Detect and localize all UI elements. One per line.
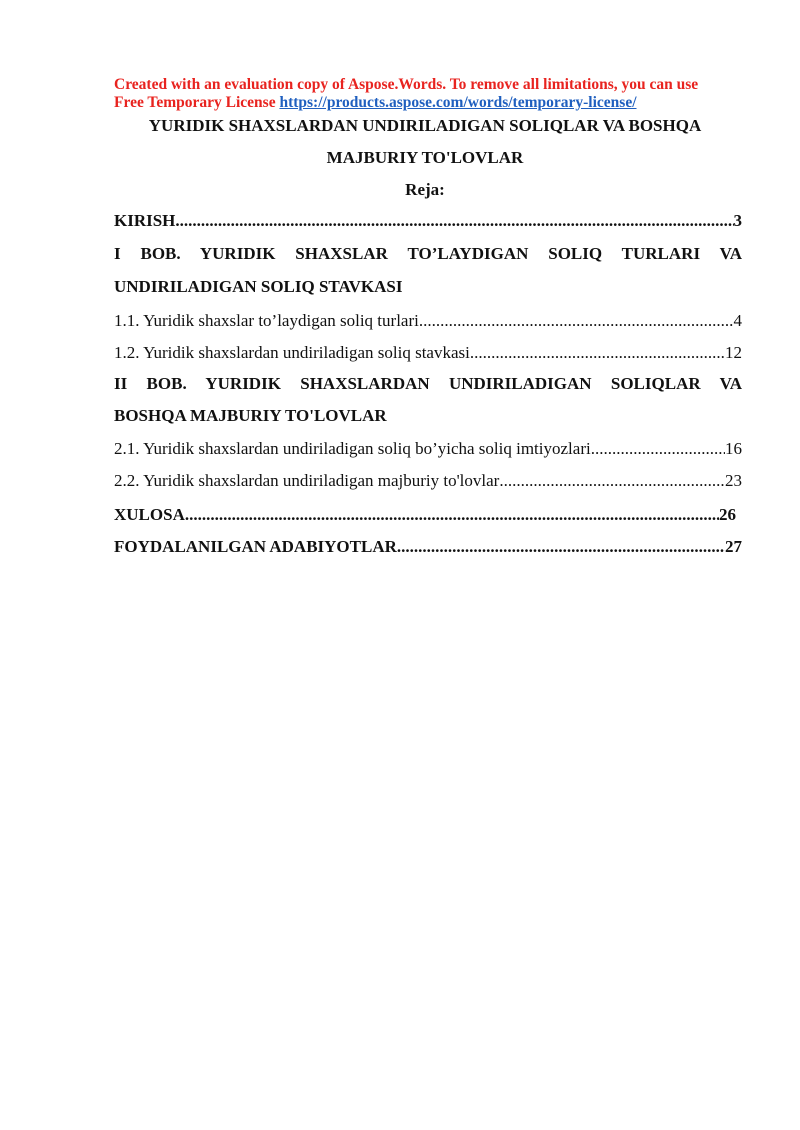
toc-leader-dots	[499, 471, 725, 491]
toc-page-number: 27	[725, 537, 742, 556]
toc-chapter-2-line-2[interactable]: BOSHQA MAJBURIY TO'LOVLAR	[114, 406, 387, 425]
document-title-line-2: MAJBURIY TO'LOVLAR	[326, 148, 524, 167]
toc-entry-label: 2.2. Yuridik shaxslardan undiriladigan majburiy to'lovlar	[114, 471, 500, 490]
toc-chapter-2-line-1[interactable]: II BOB. YURIDIK SHAXSLARDAN UNDIRILADIGAN SOLIQLAR VA	[114, 374, 742, 393]
evaluation-notice	[114, 76, 754, 112]
toc-chapter-1-line-1[interactable]: I BOB. YURIDIK SHAXSLAR TO’LAYDIGAN SOLIQ TURLARI VA	[114, 244, 742, 263]
toc-chapter-1-line-2[interactable]: UNDIRILADIGAN SOLIQ STAVKASI	[114, 277, 403, 296]
toc-entry-label: 1.1. Yuridik shaxslar to’laydigan soliq turlari	[114, 311, 419, 330]
toc-entry-label: XULOSA	[114, 505, 185, 524]
toc-entry-kirish[interactable]	[114, 211, 742, 231]
toc-page-number: 4	[733, 311, 742, 330]
toc-leader-dots	[591, 439, 725, 459]
plan-heading: Reja:	[405, 180, 445, 199]
toc-leader-dots	[175, 211, 733, 231]
toc-entry-2-1[interactable]	[114, 439, 742, 459]
document-title-line-1: YURIDIK SHAXSLARDAN UNDIRILADIGAN SOLIQLAR VA BOSHQA	[148, 116, 702, 135]
toc-page-number: 16	[725, 439, 742, 458]
toc-leader-dots	[397, 537, 725, 557]
toc-entry-label: FOYDALANILGAN ADABIYOTLAR	[114, 537, 397, 556]
toc-leader-dots	[419, 311, 734, 331]
toc-entry-1-2[interactable]	[114, 343, 742, 363]
toc-page-number: 12	[725, 343, 742, 362]
toc-leader-dots	[185, 505, 719, 525]
toc-entry-label: 1.2. Yuridik shaxslardan undiriladigan soliq stavkasi	[114, 343, 470, 362]
toc-leader-dots	[470, 343, 725, 363]
toc-page-number: 3	[733, 211, 742, 230]
toc-entry-xulosa[interactable]	[114, 505, 736, 525]
toc-entry-1-1[interactable]	[114, 311, 742, 331]
toc-page-number: 23	[725, 471, 742, 490]
toc-entry-label: 2.1. Yuridik shaxslardan undiriladigan soliq bo’yicha soliq imtiyozlari	[114, 439, 591, 458]
toc-entry-label: KIRISH	[114, 211, 176, 230]
notice-line-1: Created with an evaluation copy of Aspose.Words. To remove all limitations, you can use	[114, 76, 699, 93]
license-link[interactable]: https://products.aspose.com/words/temporary-license/	[279, 94, 637, 111]
notice-line-2-prefix: Free Temporary License	[114, 94, 280, 111]
toc-page-number: 26	[719, 505, 736, 524]
toc-entry-2-2[interactable]	[114, 471, 742, 491]
toc-entry-references[interactable]	[114, 537, 742, 557]
